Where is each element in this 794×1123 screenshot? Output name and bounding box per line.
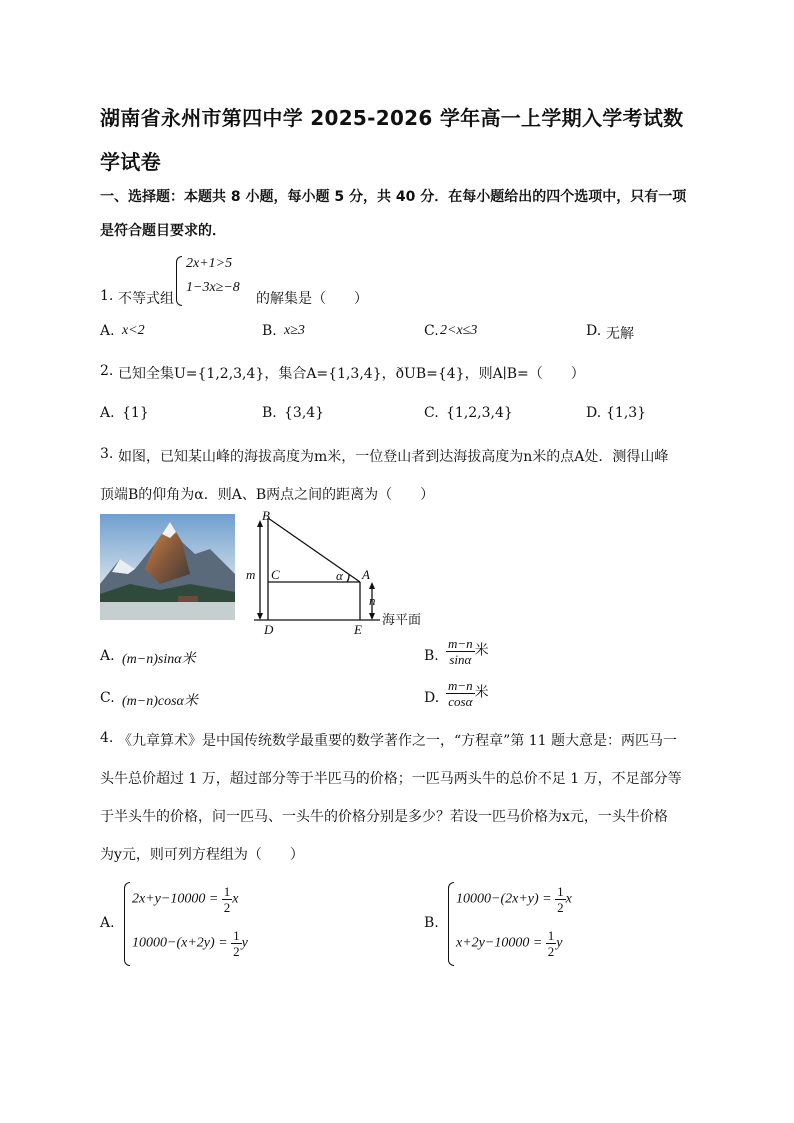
question-3-line-1: 如图，已知某山峰的海拔高度为m米，一位登山者到达海拔高度为n米的点A处．测得山峰	[118, 449, 669, 465]
question-1-lead: 不等式组	[118, 291, 174, 307]
inequality-1: 2x+1>5	[186, 256, 233, 271]
fraction-numerator: 1	[557, 884, 564, 899]
system-brace	[448, 882, 454, 966]
option-label: B.	[262, 323, 277, 339]
angle-arc	[347, 574, 349, 582]
inequality-2: 1−3x≥−8	[186, 280, 240, 295]
fraction-denominator: sinα	[449, 652, 472, 667]
mountain-photo	[100, 514, 235, 620]
question-number: 1.	[100, 288, 114, 304]
line-ba	[268, 518, 360, 582]
triangle-figure	[240, 508, 440, 638]
fraction-denominator: 2	[223, 900, 231, 915]
equation-variable: x	[565, 891, 572, 907]
option-text: x≥3	[284, 323, 305, 338]
equation-2	[132, 928, 248, 959]
option-label: C.	[424, 405, 439, 421]
option-text: (m−n)cosα米	[122, 694, 198, 709]
option-text: (m−n)sinα米	[122, 652, 196, 667]
option-label: D.	[586, 405, 602, 421]
question-1-tail: 的解集是（ ）	[256, 291, 368, 307]
label-sea-level: 海平面	[382, 613, 422, 628]
fraction-denominator: 2	[233, 944, 240, 959]
unit: 米	[474, 685, 489, 701]
option-label: D.	[586, 323, 602, 339]
equation-variable: y	[241, 935, 248, 951]
equation-left: 10000−(2x+y) =	[456, 891, 552, 907]
label-d: D	[264, 622, 274, 637]
fraction-denominator: 2	[557, 900, 564, 915]
option-label: C.	[424, 323, 439, 339]
question-4-line-4: 为y元，则可列方程组为（ ）	[100, 847, 304, 863]
question-number: 4.	[100, 730, 114, 746]
label-m: m	[246, 567, 256, 582]
option-text: {1,3}	[606, 405, 647, 421]
section-heading: 一、选择题：本题共 8 小题，每小题 5 分，共 40 分．在每小题给出的四个选项中，只有一项是符合题目要求的．	[100, 189, 687, 239]
fraction-numerator: 1	[233, 928, 240, 943]
equation-1	[456, 884, 572, 915]
fraction-numerator: 1	[223, 884, 231, 899]
exam-title: 湖南省永州市第四中学 2025-2026 学年高一上学期入学考试数学试卷	[100, 106, 684, 174]
fraction-numerator: m−n	[448, 678, 473, 693]
option-fraction	[446, 636, 489, 667]
option-text: 无解	[606, 326, 634, 342]
option-label: D.	[424, 690, 440, 706]
equation-left: 10000−(x+2y) =	[132, 935, 228, 951]
label-b: B	[262, 508, 270, 523]
unit: 米	[474, 643, 489, 659]
fraction-numerator: m−n	[448, 636, 473, 651]
equation-variable: y	[556, 935, 563, 951]
fraction-denominator: cosα	[448, 694, 473, 709]
question-4-line-2: 头牛总价超过 1 万，超过部分等于半匹马的价格；一匹马两头牛的总价不足 1 万，不足部分等	[100, 771, 682, 787]
system-brace	[176, 256, 182, 306]
question-4-line-1: 《九章算术》是中国传统数学最重要的数学著作之一，“方程章”第 11 题大意是：两匹马一	[118, 733, 678, 749]
label-c: C	[271, 567, 280, 582]
option-label: B.	[424, 915, 439, 931]
option-text: x<2	[122, 323, 145, 338]
label-a: A	[362, 567, 370, 582]
question-3-line-2: 顶端B的仰角为α．则A、B两点之间的距离为（ ）	[100, 487, 435, 503]
equation-left: 2x+y−10000 =	[132, 891, 219, 907]
question-number: 3.	[100, 446, 114, 462]
equation-1	[132, 884, 239, 915]
option-fraction	[446, 678, 489, 709]
option-label: C.	[100, 690, 115, 706]
option-label: A.	[100, 405, 115, 421]
label-n: n	[369, 593, 376, 608]
fraction-denominator: 2	[547, 944, 555, 959]
option-text: 2<x≤3	[440, 323, 478, 338]
option-label: B.	[424, 648, 439, 664]
question-4-line-3: 于半头牛的价格，问一匹马、一头牛的价格分别是多少？若设一匹马价格为x元，一头牛价格	[100, 809, 668, 825]
system-brace	[124, 882, 130, 966]
equation-2	[456, 928, 563, 959]
fraction-numerator: 1	[547, 928, 555, 943]
option-label: A.	[100, 648, 115, 664]
question-2-text: 已知全集U={1,2,3,4}，集合A={1,3,4}，ðUB={4}，则A∣B=（ ）	[118, 366, 585, 382]
option-text: {1,2,3,4}	[446, 405, 513, 421]
label-e: E	[354, 622, 362, 637]
option-text: {1}	[122, 405, 149, 421]
equation-variable: x	[232, 891, 239, 907]
option-text: {3,4}	[284, 405, 325, 421]
option-label: A.	[100, 323, 115, 339]
question-number: 2.	[100, 363, 114, 379]
label-alpha: α	[336, 568, 343, 583]
option-label: A.	[100, 915, 115, 931]
equation-left: x+2y−10000 =	[456, 935, 543, 951]
option-label: B.	[262, 405, 277, 421]
